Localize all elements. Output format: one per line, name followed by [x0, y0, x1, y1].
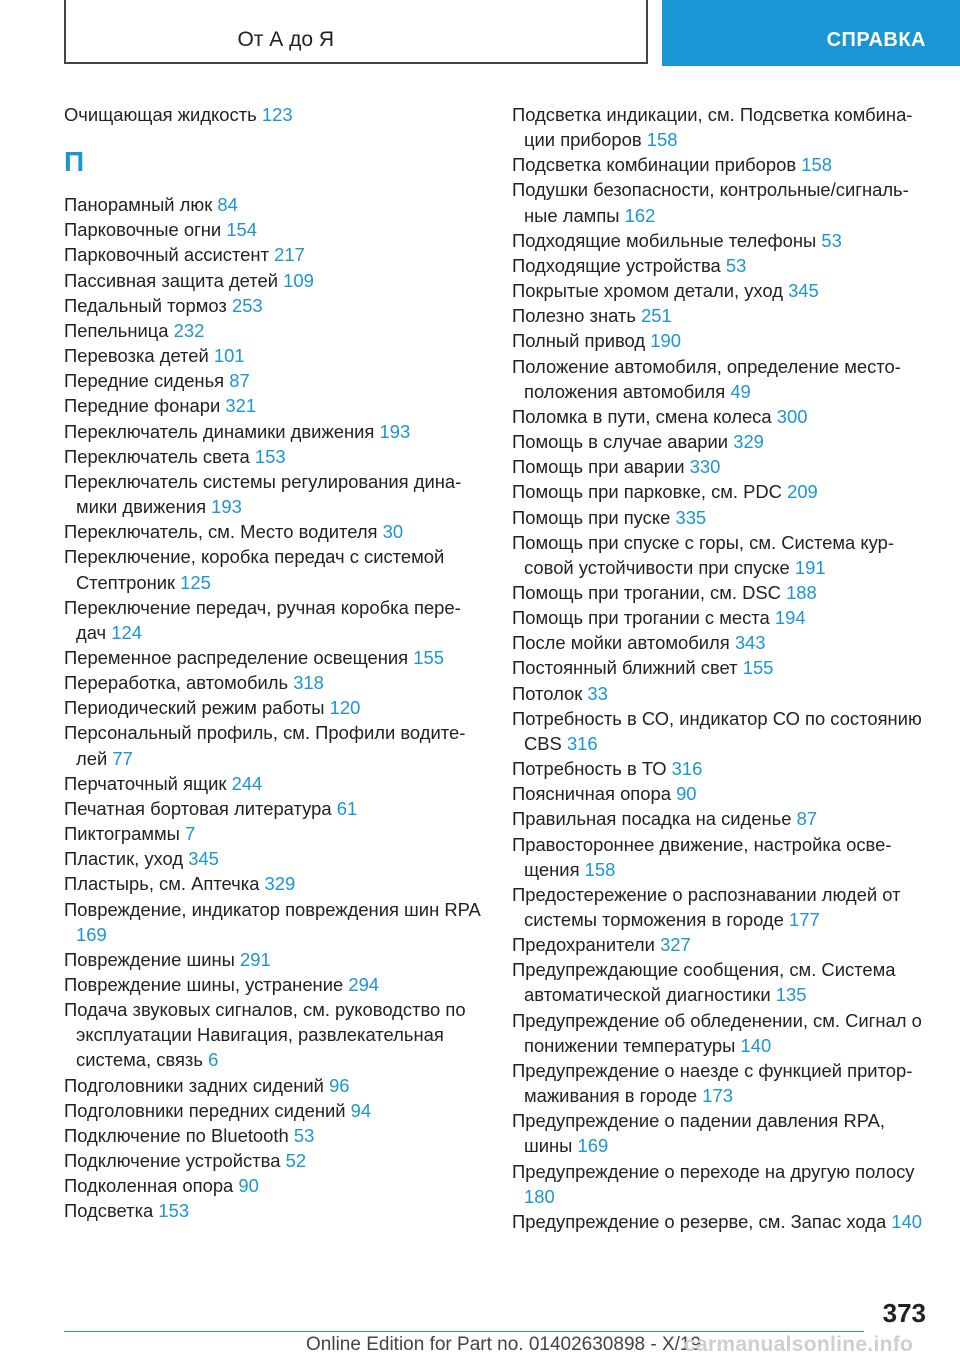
index-entry: [64, 595, 484, 645]
index-entry: [512, 1209, 932, 1234]
index-page-link[interactable]: 120: [329, 697, 361, 719]
index-page-link[interactable]: 343: [734, 632, 766, 654]
index-entry-text: Помощь при трогании, см. DSC: [512, 581, 781, 603]
index-entry-text: Повреждение шины: [64, 948, 235, 970]
index-page-link[interactable]: 345: [188, 848, 219, 870]
index-entry-text: Предупреждение о переходе на другую полосу: [512, 1160, 915, 1182]
header-section-box: [64, 0, 648, 64]
index-page-link[interactable]: 327: [660, 934, 691, 956]
index-page-link[interactable]: 329: [264, 873, 296, 895]
index-page-link[interactable]: 90: [676, 783, 697, 805]
index-entry: [64, 871, 484, 896]
index-entry-text: Переключатель, см. Место водителя: [64, 521, 378, 543]
index-entry: [512, 630, 932, 655]
index-page-link[interactable]: 52: [285, 1150, 307, 1172]
index-entry-text: Предохранители: [512, 934, 655, 956]
index-entry-text: Пассивная защита детей: [64, 269, 279, 291]
index-entry-text: Предупреждающие сообщения, см. Система автоматической диагностики: [512, 959, 896, 1006]
index-page-link[interactable]: 155: [742, 657, 774, 679]
index-page-link[interactable]: 169: [577, 1135, 609, 1157]
index-entry: [64, 846, 484, 871]
index-entry-text: Пиктограммы: [64, 823, 180, 845]
index-entry-text: Помощь при трогании с места: [512, 607, 770, 629]
index-entry-text: Пепельница: [64, 319, 169, 341]
index-entry: [64, 897, 484, 947]
index-page-link[interactable]: 7: [184, 823, 196, 845]
index-entry: [64, 1098, 484, 1123]
index-page-link[interactable]: 162: [624, 204, 656, 226]
index-entry-text: Потолок: [512, 682, 583, 704]
index-page-link[interactable]: 318: [293, 672, 324, 694]
index-entry: [64, 997, 484, 1072]
index-page-link[interactable]: 153: [158, 1200, 190, 1222]
index-page-link[interactable]: 251: [641, 305, 672, 327]
index-entry-text: Помощь при пуске: [512, 506, 671, 528]
index-page-link[interactable]: 329: [733, 431, 764, 453]
index-entry-text: Подключение по Bluetooth: [64, 1124, 289, 1146]
index-entry: [512, 505, 932, 530]
index-entry-text: Подходящие устройства: [512, 254, 721, 276]
index-entry: [64, 419, 484, 444]
index-page-link[interactable]: 158: [801, 154, 832, 176]
index-entry-text: Персональный профиль, см. Профили водителей: [64, 722, 466, 769]
index-page-link[interactable]: 53: [821, 229, 842, 251]
index-entry: [64, 1073, 484, 1098]
index-entry: [64, 102, 484, 127]
index-page-link[interactable]: 53: [725, 254, 747, 276]
index-page-link[interactable]: 77: [112, 747, 133, 769]
index-entry: [512, 932, 932, 957]
index-entry: [512, 605, 932, 630]
index-entry-text: Перчаточный ящик: [64, 772, 227, 794]
index-page-link[interactable]: 124: [111, 621, 142, 643]
index-entry-text: Переключатель света: [64, 445, 250, 467]
index-entry-text: Помощь при парковке, см. PDC: [512, 481, 782, 503]
index-page-link[interactable]: 30: [382, 521, 404, 543]
index-page-link[interactable]: 294: [348, 974, 380, 995]
index-entry: [512, 354, 932, 404]
index-entry: [512, 806, 932, 831]
index-entry-text: Покрытые хромом детали, уход: [512, 280, 783, 302]
index-entry-text: Положение автомобиля, определение местоположения автомобиля: [512, 355, 901, 402]
index-page-link[interactable]: 193: [379, 420, 411, 442]
index-entry-text: Печатная бортовая литература: [64, 797, 332, 819]
index-page-link[interactable]: 173: [702, 1085, 733, 1107]
index-page-link[interactable]: 177: [789, 909, 820, 930]
index-page-link[interactable]: 125: [180, 571, 211, 593]
index-entry: [512, 655, 932, 680]
index-entry-text: Перевозка детей: [64, 345, 209, 367]
footer-edition: Online Edition for Part no. 01402630898 - X/19: [306, 1334, 702, 1355]
index-entry-text: Пластик, уход: [64, 848, 184, 870]
index-entry-text: Очищающая жидкость: [64, 104, 257, 125]
index-page-link[interactable]: 180: [524, 1185, 555, 1207]
index-page-link[interactable]: 123: [261, 104, 293, 125]
index-entry-text: Поясничная опора: [512, 783, 671, 805]
index-entry: [64, 771, 484, 796]
index-entry: [64, 268, 484, 293]
index-entry-text: Потребность в СО, индикатор СО по состоянию CBS: [512, 707, 922, 754]
index-entry: [64, 670, 484, 695]
index-entry: [64, 796, 484, 821]
index-entry: [64, 720, 484, 770]
index-entry: [512, 1108, 932, 1158]
index-page-link[interactable]: 244: [231, 772, 263, 794]
index-entry-text: Подача звуковых сигналов, см. руководство по эксплуатации Навигация, развлекательная система, связь: [64, 999, 466, 1071]
index-entry-text: Подсветка комбинации приборов: [512, 154, 797, 176]
index-entry-text: Поломка в пути, смена колеса: [512, 405, 772, 427]
index-entry: [64, 1148, 484, 1173]
index-entry: [64, 469, 484, 519]
index-entry-text: Переменное распределение освещения: [64, 646, 409, 668]
index-entry-text: Парковочные огни: [64, 219, 222, 241]
index-entry: [64, 368, 484, 393]
index-entry-text: Переработка, автомобиль: [64, 672, 289, 694]
index-page-link[interactable]: 140: [740, 1034, 772, 1056]
index-entry-text: Правильная посадка на сиденье: [512, 808, 792, 830]
index-page-link[interactable]: 300: [776, 405, 808, 427]
index-page-link[interactable]: 232: [173, 319, 205, 341]
index-entry: [512, 1058, 932, 1108]
index-page-link[interactable]: 194: [774, 607, 806, 629]
index-entry-text: Панорамный люк: [64, 194, 213, 216]
header-tab-label: СПРАВКА: [826, 29, 926, 51]
index-entry-text: Предостережение о распознавании людей от системы торможения в городе: [512, 883, 901, 930]
header-section-title: От А до Я: [237, 28, 334, 51]
index-page-link[interactable]: 109: [283, 269, 314, 291]
index-entry: [512, 580, 932, 605]
index-entry-text: Передние фонари: [64, 395, 221, 417]
page-number: 373: [882, 1298, 926, 1328]
index-page-link[interactable]: 6: [208, 1049, 219, 1071]
index-entry-text: Переключение, коробка передач с системой Стептроник: [64, 546, 445, 593]
watermark-logo: carmanualsonline.info: [684, 1333, 914, 1356]
index-entry: [512, 177, 932, 227]
index-entry: [64, 217, 484, 242]
index-entry: [64, 821, 484, 846]
index-page-link[interactable]: 158: [646, 129, 678, 151]
index-entry-text: Помощь в случае аварии: [512, 431, 729, 453]
index-entry-text: Правостороннее движение, настройка освещения: [512, 833, 892, 880]
index-entry-text: Подголовники задних сидений: [64, 1074, 324, 1096]
index-entry: [512, 756, 932, 781]
index-entry-text: Подключение устройства: [64, 1150, 281, 1172]
header-tab-reference[interactable]: [662, 0, 960, 66]
index-entry: [512, 152, 932, 177]
index-entry-text: Помощь при спуске с горы, см. Система курсовой устойчивости при спуске: [512, 531, 894, 578]
index-entry: [64, 1198, 484, 1223]
index-entry: [512, 328, 932, 353]
index-letter-heading: П: [64, 146, 85, 178]
index-entry-text: Переключение передач, ручная коробка передач: [64, 596, 461, 643]
index-entry: [64, 318, 484, 343]
index-entry-text: Предупреждение о падении давления RPA, шины: [512, 1110, 886, 1157]
index-entry-text: Подсветка: [64, 1200, 154, 1222]
index-entry: [512, 706, 932, 756]
index-entry-text: Подколенная опора: [64, 1175, 234, 1197]
index-column-right: [512, 102, 932, 1234]
index-entry: [512, 781, 932, 806]
index-entry-text: После мойки автомобиля: [512, 632, 730, 654]
index-entry-text: Подголовники передних сидений: [64, 1099, 346, 1121]
index-entry: [512, 278, 932, 303]
index-page-link[interactable]: 321: [225, 395, 257, 417]
index-entry-text: Повреждение, индикатор повреждения шин RPA: [64, 898, 480, 920]
index-page-link[interactable]: 209: [787, 481, 818, 503]
index-page-link[interactable]: 330: [689, 456, 721, 478]
index-entry-text: Педальный тормоз: [64, 294, 227, 316]
index-entry: [64, 947, 484, 972]
index-column-left: [64, 102, 484, 1224]
index-entry: [512, 1008, 932, 1058]
index-entry: [512, 479, 932, 504]
index-entry-text: Парковочный ассистент: [64, 244, 269, 266]
index-page-link[interactable]: 90: [238, 1175, 259, 1197]
index-page-link[interactable]: 153: [254, 445, 286, 467]
index-page-link[interactable]: 155: [413, 646, 444, 668]
index-entry: [512, 303, 932, 328]
index-page-link[interactable]: 188: [786, 581, 817, 603]
index-entry-text: Пластырь, см. Аптечка: [64, 873, 260, 895]
index-entry: [64, 192, 484, 217]
index-entry: [512, 228, 932, 253]
index-entry: [64, 444, 484, 469]
index-entry: [512, 404, 932, 429]
index-page-link[interactable]: 190: [650, 330, 681, 352]
index-entry: [512, 530, 932, 580]
index-entry-text: Полезно знать: [512, 305, 636, 327]
index-page-link[interactable]: 33: [587, 682, 608, 704]
index-entry-text: Подходящие мобильные телефоны: [512, 229, 817, 251]
index-page-link[interactable]: 154: [226, 219, 258, 241]
index-page-link[interactable]: 84: [217, 194, 238, 216]
index-entry-text: Переключатель системы регулирования динамики движения: [64, 470, 462, 518]
footer-divider: [64, 1331, 864, 1332]
index-entry: [64, 695, 484, 720]
index-entry: [512, 429, 932, 454]
index-entry: [512, 102, 932, 152]
index-entry: [64, 645, 484, 670]
index-entry: [64, 242, 484, 267]
index-page-link[interactable]: 94: [350, 1099, 372, 1121]
index-entry-text: Постоянный ближний свет: [512, 657, 738, 679]
index-page-link[interactable]: 135: [775, 984, 807, 1006]
index-entry-text: Потребность в ТО: [512, 758, 667, 780]
index-entry-text: Полный привод: [512, 330, 646, 352]
index-page-link[interactable]: 158: [584, 858, 616, 880]
index-page-link[interactable]: 335: [675, 506, 707, 528]
index-page-link[interactable]: 345: [788, 280, 819, 302]
index-entry-text: Подушки безопасности, контрольные/сигнальные лампы: [512, 179, 909, 226]
index-entry: [512, 832, 932, 882]
index-entry: [64, 972, 484, 997]
index-entry-text: Передние сиденья: [64, 370, 225, 392]
index-page-link[interactable]: 217: [274, 244, 305, 266]
index-page-link[interactable]: 101: [213, 345, 245, 367]
index-entry-text: Подсветка индикации, см. Подсветка комбинации приборов: [512, 104, 913, 151]
index-entry: [512, 1159, 932, 1209]
index-entry-text: Помощь при аварии: [512, 456, 685, 478]
index-page-link[interactable]: 193: [211, 496, 242, 518]
index-entry-text: Предупреждение о наезде с функцией притормаживания в городе: [512, 1059, 913, 1107]
index-entry-text: Периодический режим работы: [64, 697, 325, 719]
index-entry: [512, 681, 932, 706]
index-entry: [64, 544, 484, 594]
index-entry: [64, 519, 484, 544]
index-page-link[interactable]: 253: [231, 294, 263, 316]
index-entry: [512, 253, 932, 278]
index-page-link[interactable]: 140: [891, 1210, 922, 1232]
index-page-link[interactable]: 191: [794, 556, 826, 578]
index-page-link[interactable]: 96: [329, 1074, 350, 1096]
index-page-link[interactable]: 316: [671, 758, 703, 780]
index-page-link[interactable]: 316: [566, 732, 598, 754]
index-entry-text: Переключатель динамики движения: [64, 420, 375, 442]
index-entry: [64, 293, 484, 318]
index-entry: [64, 1123, 484, 1148]
index-entry: [512, 957, 932, 1007]
index-page-link[interactable]: 169: [76, 923, 107, 945]
index-page-link[interactable]: 53: [293, 1124, 315, 1146]
index-entry: [64, 393, 484, 418]
index-page-link[interactable]: 87: [229, 370, 250, 392]
index-entry-text: Повреждение шины, устранение: [64, 974, 344, 995]
index-entry: [512, 882, 932, 932]
index-page-link[interactable]: 49: [730, 380, 751, 402]
index-page-link[interactable]: 291: [240, 948, 271, 970]
index-entry: [64, 343, 484, 368]
index-page-link[interactable]: 87: [796, 808, 818, 830]
index-entry: [512, 454, 932, 479]
index-entry-text: Предупреждение о резерве, см. Запас хода: [512, 1210, 887, 1232]
index-entry-text: Предупреждение об обледенении, см. Сигнал о понижении температуры: [512, 1009, 922, 1056]
index-page-link[interactable]: 61: [336, 797, 358, 819]
index-entry: [64, 1173, 484, 1198]
